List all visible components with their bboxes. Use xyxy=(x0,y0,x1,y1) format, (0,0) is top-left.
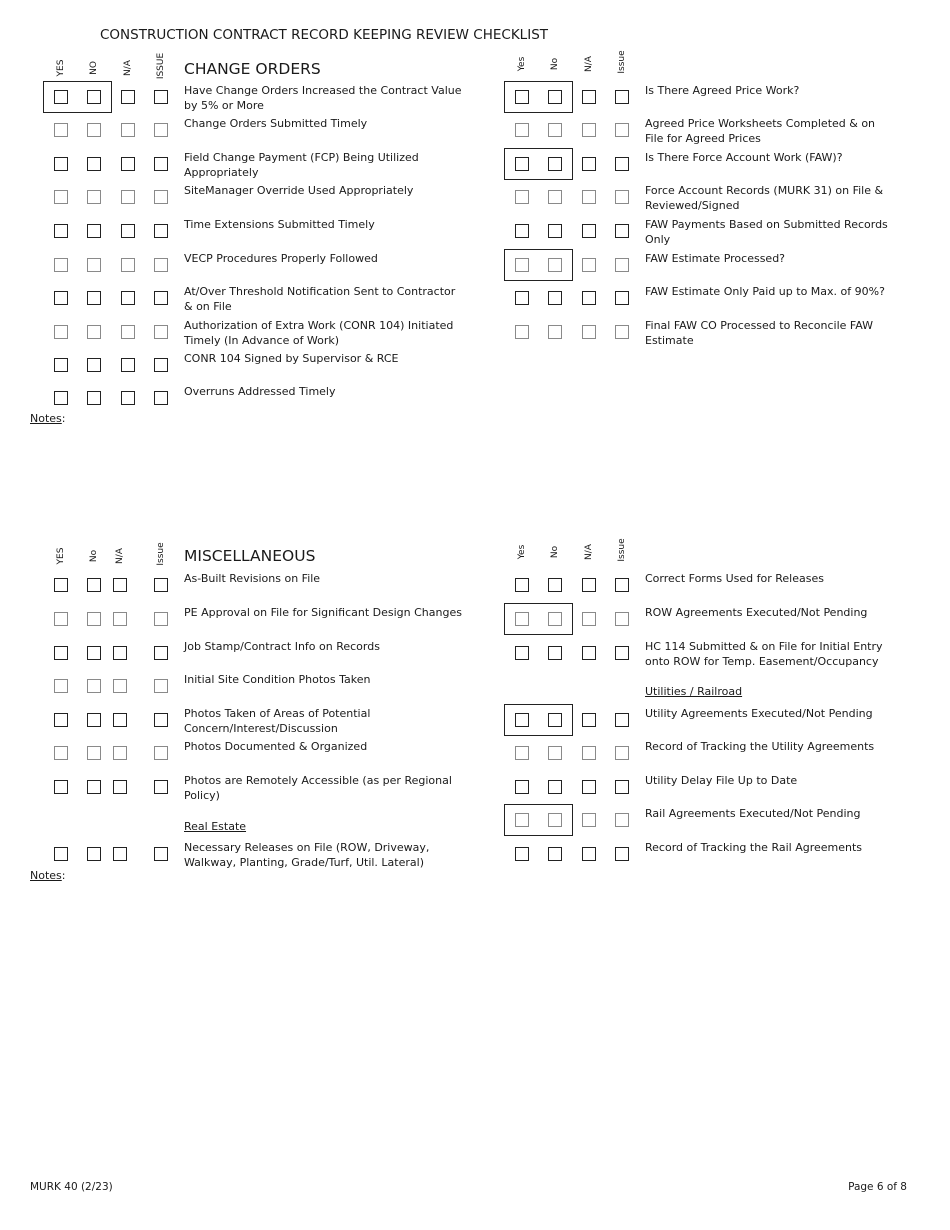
issue-checkbox[interactable] xyxy=(615,190,629,204)
na-checkbox[interactable] xyxy=(121,224,135,238)
na-checkbox[interactable] xyxy=(121,358,135,372)
checklist-item-label: Have Change Orders Increased the Contract Value by 5% or More xyxy=(184,84,462,112)
issue-checkbox[interactable] xyxy=(154,358,168,372)
no-checkbox[interactable] xyxy=(548,291,562,305)
yes-checkbox[interactable] xyxy=(54,123,68,137)
column-header-na: N/A xyxy=(115,548,125,564)
no-checkbox[interactable] xyxy=(87,780,101,794)
issue-checkbox[interactable] xyxy=(154,679,168,693)
issue-checkbox[interactable] xyxy=(154,325,168,339)
issue-checkbox[interactable] xyxy=(615,258,629,272)
column-header-na: N/A xyxy=(584,56,594,72)
no-checkbox[interactable] xyxy=(87,90,101,104)
column-header-issue: Issue xyxy=(156,542,166,566)
notes-label: Notes xyxy=(30,869,62,882)
checklist-item-label: Utility Agreements Executed/Not Pending xyxy=(645,707,873,720)
yes-checkbox[interactable] xyxy=(515,190,529,204)
yes-checkbox[interactable] xyxy=(54,780,68,794)
na-checkbox[interactable] xyxy=(582,612,596,626)
yes-checkbox[interactable] xyxy=(54,646,68,660)
yes-checkbox[interactable] xyxy=(515,291,529,305)
yes-checkbox[interactable] xyxy=(54,224,68,238)
issue-checkbox[interactable] xyxy=(154,847,168,861)
issue-checkbox[interactable] xyxy=(615,224,629,238)
yes-checkbox[interactable] xyxy=(54,190,68,204)
issue-checkbox[interactable] xyxy=(154,90,168,104)
column-header-no: No xyxy=(550,545,560,559)
checklist-item-label: Utility Delay File Up to Date xyxy=(645,774,798,787)
na-checkbox[interactable] xyxy=(121,291,135,305)
checklist-item-label: ROW Agreements Executed/Not Pending xyxy=(645,606,868,619)
checklist-item-label: Agreed Price Worksheets Completed & on File for Agreed Prices xyxy=(645,117,876,145)
column-header-no: No xyxy=(89,549,99,563)
na-checkbox[interactable] xyxy=(113,612,127,626)
na-checkbox[interactable] xyxy=(582,258,596,272)
checklist-item-label: Record of Tracking the Rail Agreements xyxy=(645,841,863,854)
issue-checkbox[interactable] xyxy=(154,646,168,660)
yes-checkbox[interactable] xyxy=(515,612,529,626)
checklist-item-label: Authorization of Extra Work (CONR 104) Initiated Timely (In Advance of Work) xyxy=(184,319,454,347)
column-header-na: N/A xyxy=(584,544,594,560)
na-checkbox[interactable] xyxy=(582,746,596,760)
na-checkbox[interactable] xyxy=(582,123,596,137)
yes-checkbox[interactable] xyxy=(515,90,529,104)
yes-checkbox[interactable] xyxy=(54,612,68,626)
na-checkbox[interactable] xyxy=(582,578,596,592)
subheading: Utilities / Railroad xyxy=(645,685,743,698)
issue-checkbox[interactable] xyxy=(154,578,168,592)
no-checkbox[interactable] xyxy=(87,291,101,305)
no-checkbox[interactable] xyxy=(548,258,562,272)
checklist-item-label: Necessary Releases on File (ROW, Driveway, Walkway, Planting, Grade/Turf, Util. Lateral) xyxy=(184,841,430,869)
yes-checkbox[interactable] xyxy=(54,679,68,693)
checklist-item-label: Change Orders Submitted Timely xyxy=(184,117,368,130)
issue-checkbox[interactable] xyxy=(615,325,629,339)
no-checkbox[interactable] xyxy=(548,847,562,861)
na-checkbox[interactable] xyxy=(113,713,127,727)
section-title: MISCELLANEOUS xyxy=(184,547,316,565)
issue-checkbox[interactable] xyxy=(154,780,168,794)
na-checkbox[interactable] xyxy=(582,90,596,104)
issue-checkbox[interactable] xyxy=(615,291,629,305)
notes-colon: : xyxy=(61,412,66,425)
yes-checkbox[interactable] xyxy=(515,258,529,272)
issue-checkbox[interactable] xyxy=(615,713,629,727)
na-checkbox[interactable] xyxy=(113,847,127,861)
issue-checkbox[interactable] xyxy=(154,157,168,171)
yes-checkbox[interactable] xyxy=(54,746,68,760)
column-header-yes: Yes xyxy=(517,56,527,72)
column-header-yes: YES xyxy=(56,59,66,77)
issue-checkbox[interactable] xyxy=(615,157,629,171)
issue-checkbox[interactable] xyxy=(615,813,629,827)
na-checkbox[interactable] xyxy=(121,258,135,272)
no-checkbox[interactable] xyxy=(87,258,101,272)
checklist-item-label: SiteManager Override Used Appropriately xyxy=(184,184,414,197)
issue-checkbox[interactable] xyxy=(154,713,168,727)
no-checkbox[interactable] xyxy=(87,847,101,861)
yes-checkbox[interactable] xyxy=(515,713,529,727)
no-checkbox[interactable] xyxy=(87,224,101,238)
no-checkbox[interactable] xyxy=(87,123,101,137)
checklist-item-label: Correct Forms Used for Releases xyxy=(645,572,824,585)
form-id: MURK 40 (2/23) xyxy=(30,1181,113,1193)
na-checkbox[interactable] xyxy=(582,224,596,238)
na-checkbox[interactable] xyxy=(582,813,596,827)
checklist-item-label: Record of Tracking the Utility Agreements xyxy=(645,740,875,753)
page-number: Page 6 of 8 xyxy=(848,1181,907,1193)
checklist-item-label: Photos Taken of Areas of Potential Concern/Interest/Discussion xyxy=(184,707,371,735)
na-checkbox[interactable] xyxy=(121,190,135,204)
yes-checkbox[interactable] xyxy=(515,123,529,137)
checklist-item-label: Photos are Remotely Accessible (as per Regional Policy) xyxy=(184,774,452,802)
na-checkbox[interactable] xyxy=(582,291,596,305)
checklist-item-label: Job Stamp/Contract Info on Records xyxy=(184,640,380,653)
yes-checkbox[interactable] xyxy=(54,713,68,727)
issue-checkbox[interactable] xyxy=(154,258,168,272)
yes-checkbox[interactable] xyxy=(515,780,529,794)
checklist-item-label: HC 114 Submitted & on File for Initial Entry onto ROW for Temp. Easement/Occupancy xyxy=(645,640,883,668)
yes-checkbox[interactable] xyxy=(54,258,68,272)
column-header-no: NO xyxy=(89,61,99,75)
no-checkbox[interactable] xyxy=(87,646,101,660)
checklist-item-label: PE Approval on File for Significant Design Changes xyxy=(184,606,462,619)
no-checkbox[interactable] xyxy=(548,224,562,238)
checklist-item-label: Field Change Payment (FCP) Being Utilized Appropriately xyxy=(184,151,419,179)
issue-checkbox[interactable] xyxy=(615,646,629,660)
issue-checkbox[interactable] xyxy=(615,123,629,137)
no-checkbox[interactable] xyxy=(548,578,562,592)
na-checkbox[interactable] xyxy=(113,780,127,794)
issue-checkbox[interactable] xyxy=(615,780,629,794)
no-checkbox[interactable] xyxy=(87,358,101,372)
notes-bottom xyxy=(30,869,66,882)
na-checkbox[interactable] xyxy=(121,391,135,405)
checklist-item-label: At/Over Threshold Notification Sent to Contractor & on File xyxy=(184,285,456,313)
na-checkbox[interactable] xyxy=(582,646,596,660)
yes-checkbox[interactable] xyxy=(515,646,529,660)
yes-checkbox[interactable] xyxy=(54,391,68,405)
no-checkbox[interactable] xyxy=(548,123,562,137)
yes-checkbox[interactable] xyxy=(54,291,68,305)
no-checkbox[interactable] xyxy=(87,578,101,592)
na-checkbox[interactable] xyxy=(121,123,135,137)
issue-checkbox[interactable] xyxy=(615,90,629,104)
issue-checkbox[interactable] xyxy=(615,578,629,592)
issue-checkbox[interactable] xyxy=(154,224,168,238)
yes-checkbox[interactable] xyxy=(515,325,529,339)
checklist-item-label: CONR 104 Signed by Supervisor & RCE xyxy=(184,352,399,365)
checklist-item-label: FAW Estimate Processed? xyxy=(645,252,786,265)
column-header-issue: ISSUE xyxy=(156,52,166,80)
na-checkbox[interactable] xyxy=(582,713,596,727)
subheading: Real Estate xyxy=(184,820,247,833)
checklist-item-label: Final FAW CO Processed to Reconcile FAW Estimate xyxy=(645,319,874,347)
yes-checkbox[interactable] xyxy=(54,325,68,339)
no-checkbox[interactable] xyxy=(87,746,101,760)
yes-checkbox[interactable] xyxy=(515,578,529,592)
yes-checkbox[interactable] xyxy=(54,578,68,592)
na-checkbox[interactable] xyxy=(582,190,596,204)
issue-checkbox[interactable] xyxy=(154,291,168,305)
na-checkbox[interactable] xyxy=(582,157,596,171)
checklist-item-label: Time Extensions Submitted Timely xyxy=(184,218,375,231)
issue-checkbox[interactable] xyxy=(154,612,168,626)
no-checkbox[interactable] xyxy=(548,813,562,827)
column-header-issue: Issue xyxy=(617,538,627,562)
no-checkbox[interactable] xyxy=(548,157,562,171)
yes-checkbox[interactable] xyxy=(515,157,529,171)
no-checkbox[interactable] xyxy=(548,612,562,626)
yes-checkbox[interactable] xyxy=(54,847,68,861)
no-checkbox[interactable] xyxy=(87,391,101,405)
checklist-item-label: FAW Estimate Only Paid up to Max. of 90%? xyxy=(645,285,885,298)
issue-checkbox[interactable] xyxy=(615,612,629,626)
no-checkbox[interactable] xyxy=(548,780,562,794)
checklist-item-label: FAW Payments Based on Submitted Records Only xyxy=(645,218,888,246)
issue-checkbox[interactable] xyxy=(154,190,168,204)
checklist-item-label: Force Account Records (MURK 31) on File & Reviewed/Signed xyxy=(645,184,884,212)
issue-checkbox[interactable] xyxy=(615,847,629,861)
checklist-item-label: As-Built Revisions on File xyxy=(184,572,321,585)
yes-checkbox[interactable] xyxy=(515,746,529,760)
yes-checkbox[interactable] xyxy=(515,224,529,238)
yes-checkbox[interactable] xyxy=(515,813,529,827)
no-checkbox[interactable] xyxy=(548,90,562,104)
issue-checkbox[interactable] xyxy=(154,746,168,760)
no-checkbox[interactable] xyxy=(548,713,562,727)
notes-label: Notes xyxy=(30,412,62,425)
na-checkbox[interactable] xyxy=(121,90,135,104)
page-title: CONSTRUCTION CONTRACT RECORD KEEPING REVIEW CHECKLIST xyxy=(100,27,549,43)
column-header-issue: Issue xyxy=(617,50,627,74)
column-header-na: N/A xyxy=(123,60,133,76)
na-checkbox[interactable] xyxy=(113,646,127,660)
na-checkbox[interactable] xyxy=(121,157,135,171)
na-checkbox[interactable] xyxy=(582,780,596,794)
issue-checkbox[interactable] xyxy=(154,391,168,405)
yes-checkbox[interactable] xyxy=(54,90,68,104)
section-title: CHANGE ORDERS xyxy=(184,60,321,78)
no-checkbox[interactable] xyxy=(87,190,101,204)
no-checkbox[interactable] xyxy=(548,190,562,204)
column-header-yes: YES xyxy=(56,547,66,565)
na-checkbox[interactable] xyxy=(582,847,596,861)
checklist-item-label: Is There Force Account Work (FAW)? xyxy=(645,151,843,164)
column-header-no: No xyxy=(550,57,560,71)
no-checkbox[interactable] xyxy=(87,612,101,626)
na-checkbox[interactable] xyxy=(113,679,127,693)
column-header-yes: Yes xyxy=(517,544,527,560)
no-checkbox[interactable] xyxy=(548,646,562,660)
checklist-item-label: Initial Site Condition Photos Taken xyxy=(184,673,371,686)
na-checkbox[interactable] xyxy=(582,325,596,339)
no-checkbox[interactable] xyxy=(548,746,562,760)
no-checkbox[interactable] xyxy=(87,157,101,171)
notes-colon: : xyxy=(61,869,66,882)
checklist-item-label: VECP Procedures Properly Followed xyxy=(184,252,378,265)
issue-checkbox[interactable] xyxy=(154,123,168,137)
na-checkbox[interactable] xyxy=(121,325,135,339)
no-checkbox[interactable] xyxy=(87,713,101,727)
na-checkbox[interactable] xyxy=(113,578,127,592)
na-checkbox[interactable] xyxy=(113,746,127,760)
checklist-item-label: Photos Documented & Organized xyxy=(184,740,368,753)
yes-checkbox[interactable] xyxy=(515,847,529,861)
issue-checkbox[interactable] xyxy=(615,746,629,760)
yes-checkbox[interactable] xyxy=(54,157,68,171)
checklist-item-label: Rail Agreements Executed/Not Pending xyxy=(645,807,861,820)
no-checkbox[interactable] xyxy=(87,679,101,693)
checklist-item-label: Overruns Addressed Timely xyxy=(184,385,336,398)
no-checkbox[interactable] xyxy=(87,325,101,339)
notes-top xyxy=(30,412,66,425)
yes-checkbox[interactable] xyxy=(54,358,68,372)
checklist-item-label: Is There Agreed Price Work? xyxy=(645,84,800,97)
no-checkbox[interactable] xyxy=(548,325,562,339)
